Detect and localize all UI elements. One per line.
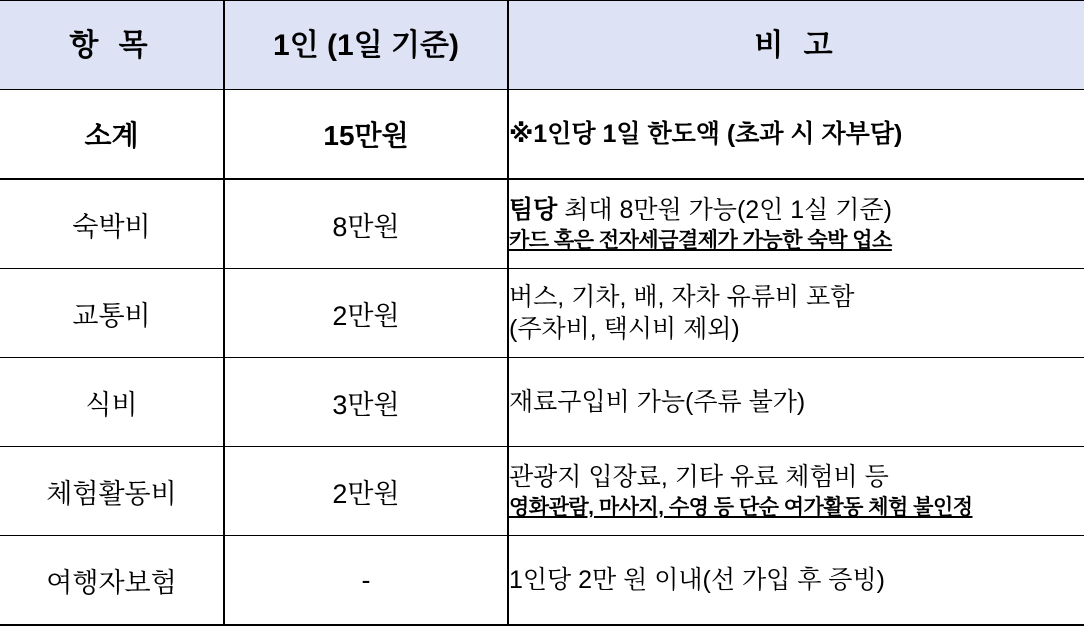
cell-item: 체험활동비 <box>0 447 224 536</box>
cell-remark-line1: ※1인당 1일 한도액 (초과 시 자부담) <box>509 120 903 148</box>
table-header <box>0 1 1084 90</box>
table-header-row <box>0 1 1084 90</box>
cell-remark-note: 카드 혹은 전자세금결제가 가능한 숙박 업소 <box>509 228 892 252</box>
cell-amount: - <box>224 536 508 626</box>
cell-remark-note: 영화관람, 마사지, 수영 등 단순 여가활동 체험 불인정 <box>509 495 973 519</box>
table-row <box>0 358 1084 447</box>
cell-remark-line2: (주차비, 택시비 제외) <box>509 315 740 343</box>
cell-item: 교통비 <box>0 269 224 358</box>
cell-remark <box>508 179 1084 269</box>
cell-item: 식비 <box>0 358 224 447</box>
cell-amount: 8만원 <box>224 179 508 269</box>
cell-amount: 3만원 <box>224 358 508 447</box>
table-row <box>0 179 1084 269</box>
column-header-amount-label: 1인 (1일 기준) <box>273 28 459 62</box>
cell-item: 숙박비 <box>0 179 224 269</box>
cell-item: 소계 <box>0 90 224 180</box>
cell-remark-line1-text: 최대 8만원 가능(2인 1실 기준) <box>557 195 892 224</box>
cell-remark <box>508 90 1084 180</box>
cell-amount: 2만원 <box>224 269 508 358</box>
cell-amount: 15만원 <box>224 90 508 180</box>
table-row <box>0 447 1084 536</box>
cell-remark <box>508 358 1084 447</box>
column-header-amount <box>224 1 508 90</box>
table-row <box>0 90 1084 180</box>
cell-remark <box>508 269 1084 358</box>
column-header-remark-label: 비 고 <box>754 28 839 62</box>
cell-item: 여행자보험 <box>0 536 224 626</box>
cell-remark-line1: 관광지 입장료, 기타 유료 체험비 등 <box>509 462 889 491</box>
cell-remark-line1: 재료구입비 가능(주류 불가) <box>509 388 806 416</box>
cell-remark-line1: 1인당 2만 원 이내(선 가입 후 증빙) <box>509 566 885 594</box>
column-header-item <box>0 1 224 90</box>
cell-remark-line1 <box>509 194 1084 226</box>
cell-remark-lead: 팀당 <box>509 195 558 224</box>
cell-amount: 2만원 <box>224 447 508 536</box>
cell-remark <box>508 447 1084 536</box>
table-body <box>0 90 1084 626</box>
column-header-remark <box>508 1 1084 90</box>
column-header-item-label: 항 목 <box>69 28 154 62</box>
cell-remark-line1: 버스, 기차, 배, 자차 유류비 포함 <box>509 283 855 311</box>
table-row <box>0 269 1084 358</box>
